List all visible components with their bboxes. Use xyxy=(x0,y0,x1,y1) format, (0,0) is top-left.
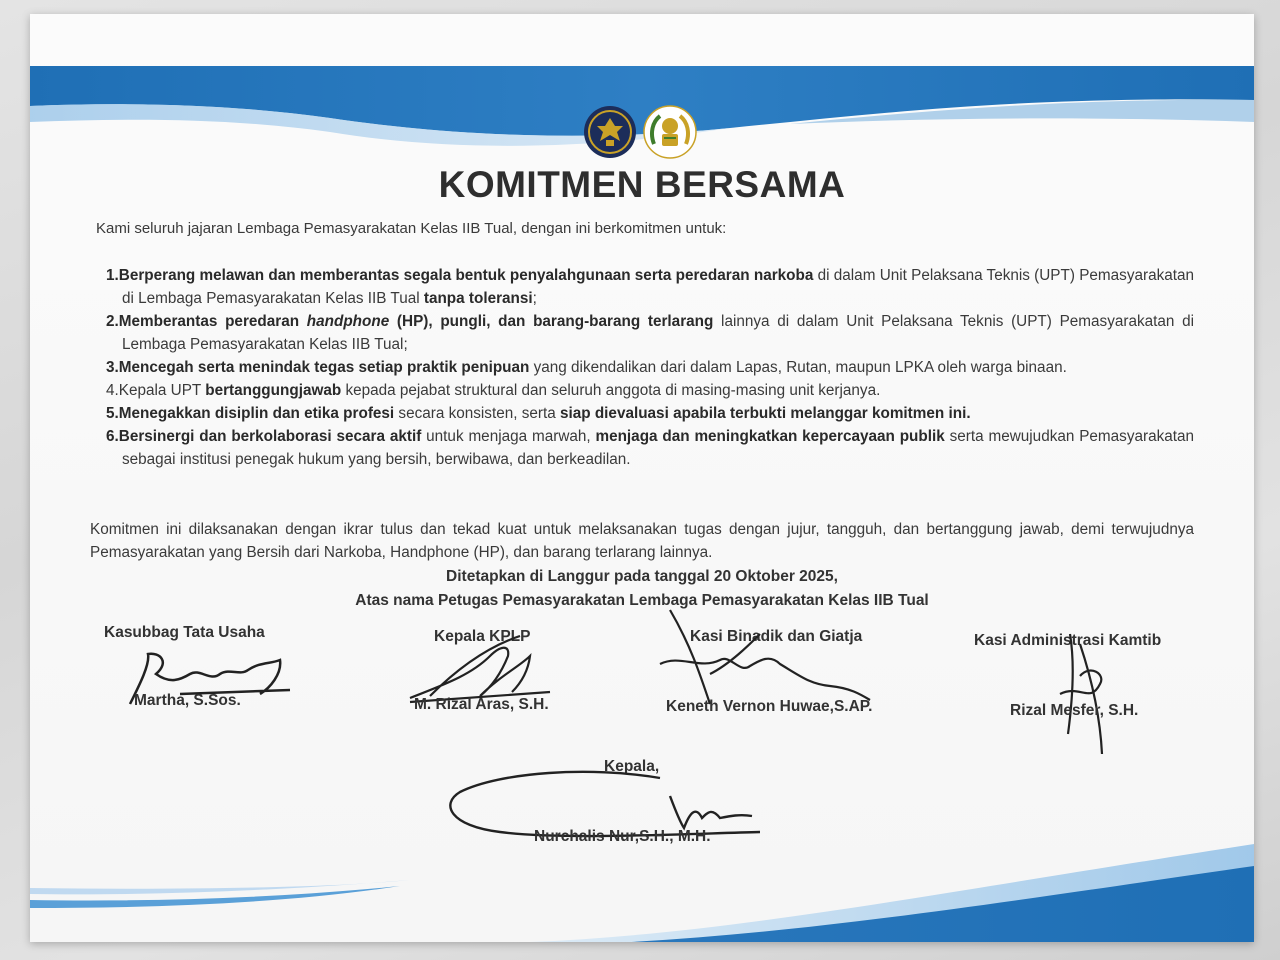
signatory-name-5: Nurchalis Nur,S.H., M.H. xyxy=(534,828,711,845)
item-bold-text: Menegakkan disiplin dan etika profesi xyxy=(118,405,395,422)
ministry-emblem-icon xyxy=(582,104,638,160)
item-number: 4. xyxy=(106,382,119,399)
item-text: serta mewujudkan Pemasyarakatan sebagai institusi penegak hukum yang bersih, berwibawa, dan berkeadilan. xyxy=(122,428,1194,468)
signatory-name-3: Keneth Vernon Huwae,S.AP. xyxy=(666,698,873,715)
commitment-item-2 xyxy=(106,310,1194,356)
item-number: 3. xyxy=(106,359,119,376)
item-number: 5. xyxy=(106,405,119,422)
item-text: Kepala UPT xyxy=(118,382,206,399)
item-text: kepada pejabat struktural dan seluruh anggota di masing-masing unit kerjanya. xyxy=(341,382,881,399)
item-bold-text: bertanggungjawab xyxy=(205,382,342,399)
document-paper xyxy=(30,14,1254,942)
item-number: 6. xyxy=(106,428,119,445)
item-text: di dalam Unit Pelaksana Teknis (UPT) Pemasyarakatan di Lembaga Pemasyarakatan Kelas IIB Tual xyxy=(122,267,1194,307)
commitment-item-5 xyxy=(106,402,1194,425)
commitment-item-3 xyxy=(106,356,1194,379)
item-bold-text: (HP), pungli, dan barang-barang terlarang xyxy=(389,313,714,330)
signatory-title-3: Kasi Binadik dan Giatja xyxy=(690,628,863,645)
header-logos xyxy=(582,104,712,164)
item-bold-text: menjaga dan meningkatkan kepercayaan publik xyxy=(595,428,945,445)
decree-location-date: Ditetapkan di Langgur pada tanggal 20 Oktober 2025, xyxy=(446,568,838,585)
signatory-title-1: Kasubbag Tata Usaha xyxy=(104,624,265,641)
item-bold-text: Memberantas peredaran xyxy=(118,313,307,330)
item-bold-text: siap dievaluasi apabila terbukti melanggar komitmen ini. xyxy=(559,405,971,422)
item-number: 1. xyxy=(106,267,119,284)
item-text: ; xyxy=(532,290,537,307)
item-bold-italic-text: handphone xyxy=(306,313,390,330)
signatory-name-2: M. Rizal Aras, S.H. xyxy=(414,696,549,713)
item-text: yang dikendalikan dari dalam Lapas, Rutan, maupun LPKA oleh warga binaan. xyxy=(529,359,1067,376)
commitment-item-1 xyxy=(106,264,1194,310)
commitment-list xyxy=(106,264,1194,471)
item-bold-text: Bersinergi dan berkolaborasi secara aktif xyxy=(118,428,422,445)
intro-paragraph: Kami seluruh jajaran Lembaga Pemasyarakatan Kelas IIB Tual, dengan ini berkomitmen untuk: xyxy=(96,220,727,237)
commitment-item-6 xyxy=(106,425,1194,471)
signatory-name-4: Rizal Mesfer, S.H. xyxy=(1010,702,1139,719)
item-number: 2. xyxy=(106,313,119,330)
signatory-title-2: Kepala KPLP xyxy=(434,628,531,645)
item-bold-text: Berperang melawan dan memberantas segala bentuk penyalahgunaan serta peredaran narkoba xyxy=(118,267,814,284)
item-bold-text: Mencegah serta menindak tegas setiap praktik penipuan xyxy=(118,359,530,376)
document-title: KOMITMEN BERSAMA xyxy=(438,164,846,205)
decree-on-behalf: Atas nama Petugas Pemasyarakatan Lembaga Pemasyarakatan Kelas IIB Tual xyxy=(355,592,929,609)
item-text: untuk menjaga marwah, xyxy=(421,428,596,445)
correctional-emblem-icon xyxy=(642,104,698,160)
item-text: secara konsisten, serta xyxy=(394,405,560,422)
item-text: lainnya di dalam Unit Pelaksana Teknis (UPT) Pemasyarakatan di Lembaga Pemasyarakatan Kelas IIB Tual; xyxy=(122,313,1194,353)
item-bold-text: tanpa toleransi xyxy=(423,290,533,307)
commitment-item-4 xyxy=(106,379,1194,402)
signatory-title-5: Kepala, xyxy=(604,758,660,775)
closing-paragraph: Komitmen ini dilaksanakan dengan ikrar tulus dan tekad kuat untuk melaksanakan tugas dengan jujur, tangguh, dan bertanggung jawab, demi terwujudnya Pemasyarakatan yang Bersih dari Narkoba, Handphone (HP), dan barang terlarang lainnya. xyxy=(90,521,1194,561)
signature-4 xyxy=(1030,624,1130,764)
signatory-title-4: Kasi Administrasi Kamtib xyxy=(974,632,1162,649)
signatory-name-1: Martha, S.Sos. xyxy=(134,692,241,709)
